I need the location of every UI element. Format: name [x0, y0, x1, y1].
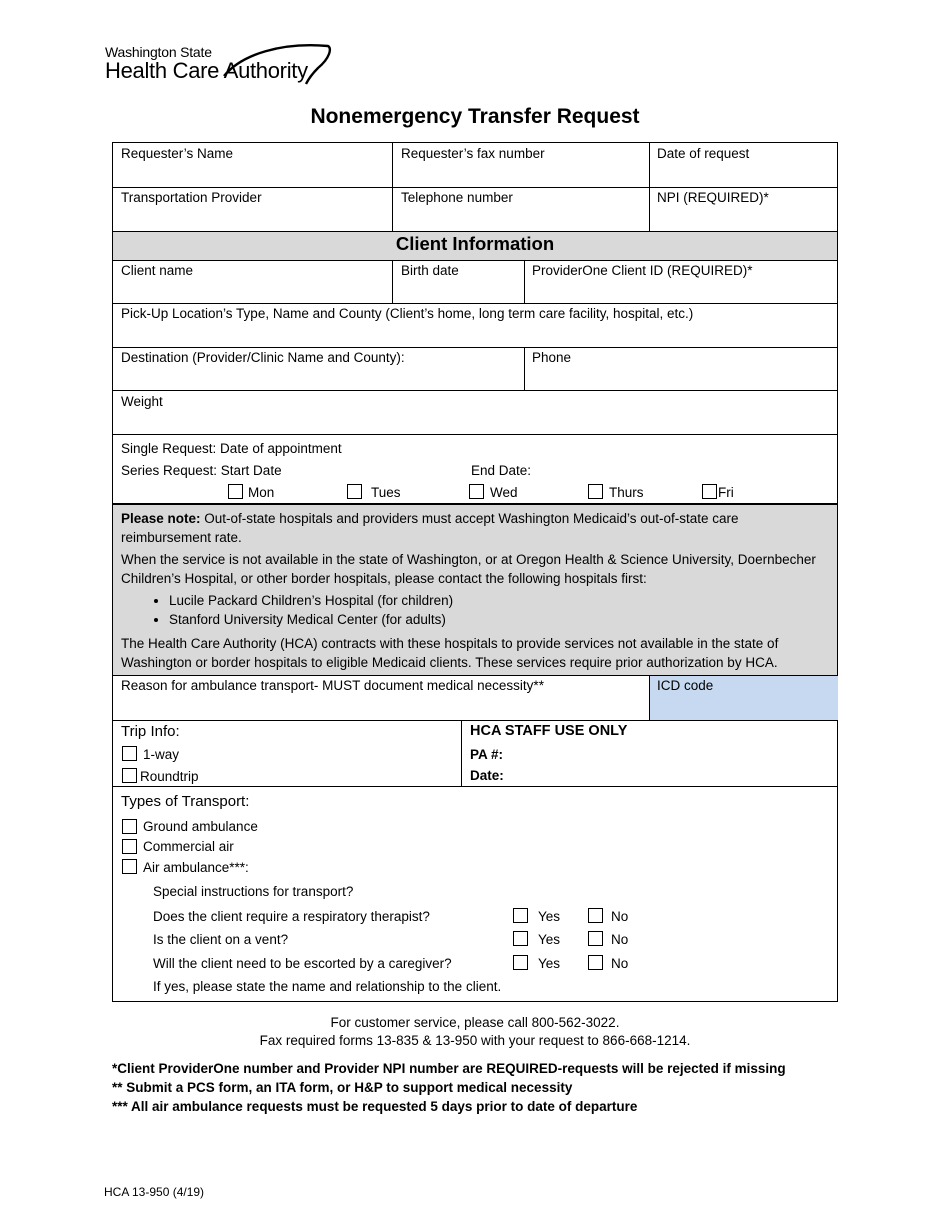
note-paragraph-3: The Health Care Authority (HCA) contracts with these hospitals to provide services not available in the state of Washington or border hospitals to eligible Medicaid clients. These services require prior authorization by HCA.	[121, 636, 779, 670]
mon-checkbox[interactable]	[228, 484, 243, 499]
logo-line-1: Washington State	[105, 44, 212, 60]
one-way-checkbox[interactable]	[122, 746, 137, 761]
fax-instructions-text: Fax required forms 13-835 & 13-950 with your request to 866-668-1214.	[259, 1033, 691, 1048]
client-name-field[interactable]: Client name	[121, 263, 194, 278]
caregiver-details-field[interactable]: If yes, please state the name and relationship to the client.	[153, 979, 502, 994]
vent-yes-label: Yes	[538, 932, 561, 947]
caregiver-yes-label: Yes	[538, 956, 561, 971]
destination-field[interactable]: Destination (Provider/Clinic Name and County):	[121, 350, 405, 365]
roundtrip-checkbox[interactable]	[122, 768, 137, 783]
pickup-location-field[interactable]: Pick-Up Location’s Type, Name and County (Client’s home, long term care facility, hospital, etc.)	[121, 306, 694, 321]
commercial-air-checkbox[interactable]	[122, 839, 137, 854]
note-paragraph-2: When the service is not available in the state of Washington, or at Oregon Health & Science University, Doernbecher Children’s Hospital, or other border hospitals, please contact the following hospitals first:	[121, 552, 816, 586]
vent-yes-checkbox[interactable]	[513, 931, 528, 946]
birth-date-field[interactable]: Birth date	[401, 263, 459, 278]
ground-ambulance-checkbox[interactable]	[122, 819, 137, 834]
special-instructions-field[interactable]: Special instructions for transport?	[153, 884, 354, 899]
client-information-heading: Client Information	[395, 233, 555, 254]
air-ambulance-checkbox[interactable]	[122, 859, 137, 874]
ground-ambulance-label: Ground ambulance	[143, 819, 258, 834]
requirement-note-3: *** All air ambulance requests must be requested 5 days prior to date of departure	[112, 1099, 638, 1114]
providerone-id-field[interactable]: ProviderOne Client ID (REQUIRED)*	[532, 263, 753, 278]
tues-label: Tues	[371, 485, 401, 500]
logo-line-2: Health Care Authority	[105, 58, 308, 83]
one-way-label: 1-way	[143, 747, 180, 762]
single-request-label: Single Request: Date of appointment	[121, 441, 342, 456]
commercial-air-label: Commercial air	[143, 839, 234, 854]
transport-types-heading: Types of Transport:	[121, 793, 250, 810]
logo-swoosh-icon	[222, 40, 334, 86]
staff-use-heading: HCA STAFF USE ONLY	[470, 723, 628, 739]
tues-checkbox[interactable]	[347, 484, 362, 499]
page-title: Nonemergency Transfer Request	[310, 105, 640, 128]
wed-label: Wed	[490, 485, 518, 500]
telephone-field[interactable]: Telephone number	[401, 190, 513, 205]
respiratory-yes-checkbox[interactable]	[513, 908, 528, 923]
requirement-note-1: *Client ProviderOne number and Provider NPI number are REQUIRED-requests will be rejected if missing	[112, 1061, 786, 1076]
transportation-provider-field[interactable]: Transportation Provider	[121, 190, 262, 205]
mon-label: Mon	[248, 485, 275, 500]
caregiver-yes-checkbox[interactable]	[513, 955, 528, 970]
roundtrip-label: Roundtrip	[140, 769, 199, 784]
request-date-field[interactable]: Date of request	[657, 146, 750, 161]
respiratory-no-checkbox[interactable]	[588, 908, 603, 923]
destination-phone-field[interactable]: Phone	[532, 350, 572, 365]
respiratory-yes-label: Yes	[538, 909, 561, 924]
requester-fax-field[interactable]: Requester’s fax number	[401, 146, 545, 161]
air-ambulance-label: Air ambulance***:	[143, 860, 249, 875]
hospital-list-item: • Stanford University Medical Center (for adults)	[169, 611, 827, 630]
icd-code-label: ICD code	[657, 678, 714, 693]
customer-service-text: For customer service, please call 800-562-3022.	[330, 1015, 620, 1030]
transfer-request-form	[112, 142, 838, 1002]
thurs-label: Thurs	[609, 485, 644, 500]
series-start-label: Series Request: Start Date	[121, 463, 282, 478]
caregiver-question: Will the client need to be escorted by a caregiver?	[153, 956, 452, 971]
caregiver-no-checkbox[interactable]	[588, 955, 603, 970]
requester-name-field[interactable]: Requester’s Name	[121, 146, 234, 161]
note-lead: Please note:	[121, 511, 201, 526]
fri-label: Fri	[718, 485, 734, 500]
weight-field[interactable]: Weight	[121, 394, 163, 409]
vent-question: Is the client on a vent?	[153, 932, 289, 947]
caregiver-no-label: No	[611, 956, 629, 971]
trip-info-heading: Trip Info:	[121, 723, 180, 740]
pa-number-field[interactable]: PA #:	[470, 747, 504, 762]
series-end-label: End Date:	[471, 463, 532, 478]
fri-checkbox[interactable]	[702, 484, 717, 499]
respiratory-therapist-question: Does the client require a respiratory therapist?	[153, 909, 430, 924]
hospital-list-item: • Lucile Packard Children’s Hospital (for children)	[169, 592, 827, 611]
vent-no-checkbox[interactable]	[588, 931, 603, 946]
out-of-state-note	[121, 510, 827, 676]
staff-date-field[interactable]: Date:	[470, 768, 504, 783]
thurs-checkbox[interactable]	[588, 484, 603, 499]
form-number: HCA 13-950 (4/19)	[104, 1185, 205, 1199]
ambulance-reason-field[interactable]: Reason for ambulance transport- MUST document medical necessity**	[121, 678, 544, 693]
vent-no-label: No	[611, 932, 629, 947]
requirement-note-2: ** Submit a PCS form, an ITA form, or H&P to support medical necessity	[112, 1080, 573, 1095]
npi-field[interactable]: NPI (REQUIRED)*	[657, 190, 769, 205]
note-paragraph-1: Out-of-state hospitals and providers must accept Washington Medicaid’s out-of-state care reimbursement rate.	[121, 511, 739, 545]
respiratory-no-label: No	[611, 909, 629, 924]
wed-checkbox[interactable]	[469, 484, 484, 499]
